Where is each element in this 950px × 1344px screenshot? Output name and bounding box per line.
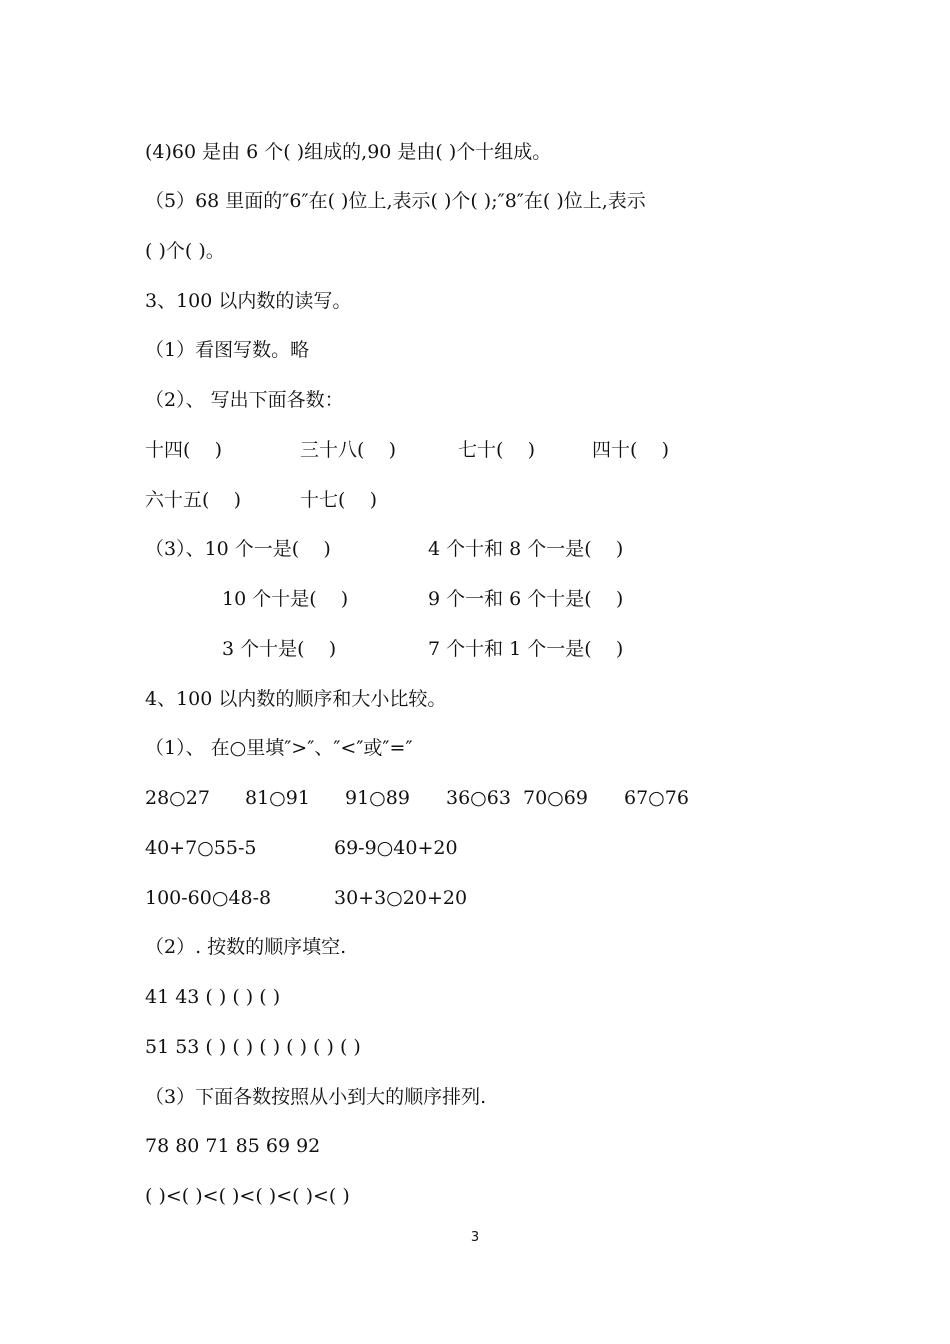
question-5-place-value: （5）68 里面的″6″在( )位上,表示( )个( );″8″在( )位上,表示 xyxy=(145,190,646,212)
write-item: 十四( ) xyxy=(145,439,222,461)
compare-item: 30+3○20+20 xyxy=(334,887,468,909)
subsection-1-picture-numbers: （1）看图写数。略 xyxy=(145,339,310,361)
tens-ones-item: 7 个十和 1 个一是( ) xyxy=(428,638,624,660)
write-item: 三十八( ) xyxy=(300,439,396,461)
compare-item: 100-60○48-8 xyxy=(145,887,272,909)
tens-ones-item: 10 个十是( ) xyxy=(222,588,349,610)
subsection-2-write-numbers: （2）、 写出下面各数： xyxy=(145,389,344,411)
compare-item: 36○63 xyxy=(446,787,511,809)
write-item: 六十五( ) xyxy=(145,489,241,511)
subsection-2-sequence: （2）. 按数的顺序填空. xyxy=(145,936,347,958)
compare-item: 91○89 xyxy=(345,787,410,809)
compare-item: 67○76 xyxy=(624,787,689,809)
compare-item: 69-9○40+20 xyxy=(334,837,458,859)
subsection-3-ordering: （3）下面各数按照从小到大的顺序排列. xyxy=(145,1086,487,1108)
write-item: 十七( ) xyxy=(300,489,377,511)
section-3-heading: 3、100 以内数的读写。 xyxy=(145,290,352,312)
sequence-row-1: 41 43 ( ) ( ) ( ) xyxy=(145,986,281,1008)
tens-ones-item: （3）、10 个一是( ) xyxy=(145,538,331,560)
question-5-continuation: ( )个( )。 xyxy=(145,240,225,262)
page-number: 3 xyxy=(470,1230,480,1245)
question-4-composition: (4)60 是由 6 个( )组成的,90 是由( )个十组成。 xyxy=(145,141,552,163)
sequence-row-2: 51 53 ( ) ( ) ( ) ( ) ( ) ( ) xyxy=(145,1036,361,1058)
compare-item: 28○27 xyxy=(145,787,210,809)
compare-item: 40+7○55-5 xyxy=(145,837,257,859)
subsection-1-compare: （1）、 在○里填″>″、″<″或″=″ xyxy=(145,737,413,759)
ordering-numbers: 78 80 71 85 69 92 xyxy=(145,1135,321,1157)
tens-ones-item: 9 个一和 6 个十是( ) xyxy=(428,588,624,610)
section-4-heading: 4、100 以内数的顺序和大小比较。 xyxy=(145,688,447,710)
write-item: 七十( ) xyxy=(458,439,535,461)
ordering-blanks: ( )<( )<( )<( )<( )<( ) xyxy=(145,1185,350,1207)
compare-item: 81○91 xyxy=(245,787,310,809)
tens-ones-item: 4 个十和 8 个一是( ) xyxy=(428,538,624,560)
compare-item: 70○69 xyxy=(523,787,588,809)
tens-ones-item: 3 个十是( ) xyxy=(222,638,337,660)
write-item: 四十( ) xyxy=(592,439,669,461)
